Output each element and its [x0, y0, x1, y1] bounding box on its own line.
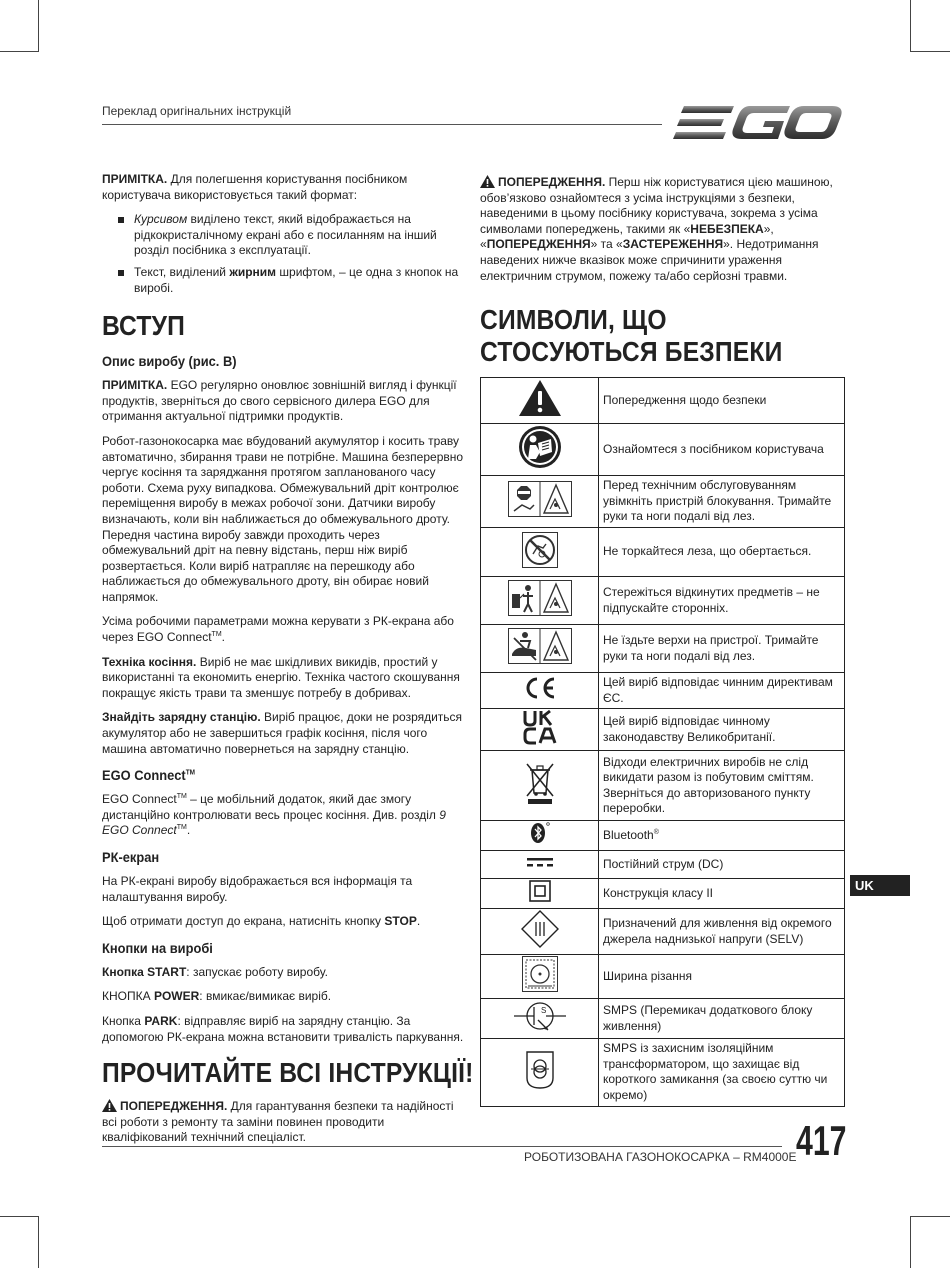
intro-heading: ВСТУП: [102, 310, 186, 342]
header-divider: [102, 124, 662, 125]
symbol-cell: [481, 709, 599, 751]
symbol-cell: [481, 821, 599, 851]
symbol-cell: [481, 673, 599, 709]
thrown-objects-icon: [508, 580, 572, 616]
ego-connect-heading: EGO Connect™: [102, 767, 196, 784]
robot-description: Робот-газонокосарка має вбудований акумулятор і косить траву автоматично, збирання трави не потрібне. Машина безперервно чергує косіння та заряджання протягом запланованого часу роботи. Схема руху випадкова. Обмежувальний дріт контролює переміщення виробу в межах робочої зони. Датчики виробу визначають, коли він наближається до обмежувального дроту. Передня частина виробу завжди проходить через обмежувальний дріт на певну відстань, перш ніж виріб розвертається. Коли виріб натрапляє на перешкоду або наближається до обмежувального дроту, він обирає новий напрямок.: [102, 433, 464, 604]
symbol-description: Цей виріб відповідає чинному законодавству Великобританії.: [599, 709, 845, 751]
list-item: Текст, виділений жирним шрифтом, – це одна з кнопок на виробі.: [118, 265, 466, 296]
warning-general: ПОПЕРЕДЖЕННЯ. Перш ніж користуватися цією машиною, обов’язково ознайомтеся з усіма інструкціями з безпеки, наведеними в цьому посібнику користувача, зокрема з усіма символами попереджень, такими як «НЕБЕЗПЕКА», «ПОПЕРЕДЖЕННЯ» та «ЗАСТЕРЕЖЕННЯ». Недотримання наведених нижче вказівок може спричинити ураження електричним струмом, пожежу та/або серйозні травми.: [480, 175, 833, 283]
symbol-cell: [481, 851, 599, 879]
note-format: ПРИМІТКА. Для полегшення користування посібником користувача використовується такий формат:: [102, 172, 408, 202]
symbol-description: Ширина різання: [599, 955, 845, 999]
buttons-heading: Кнопки на виробі: [102, 939, 213, 956]
symbol-description: Попередження щодо безпеки: [599, 378, 845, 424]
crop-mark: [910, 1216, 950, 1217]
crop-mark: [38, 0, 39, 52]
symbol-description: Перед технічним обслуговуванням увімкніть пристрій блокування. Тримайте руки та ноги подалі від лез.: [599, 476, 845, 528]
table-row: [481, 999, 845, 1039]
symbol-description: Ознайомтеся з посібником користувача: [599, 424, 845, 476]
lcd-access-paragraph: Щоб отримати доступ до екрана, натисніть кнопку STOP.: [102, 914, 421, 929]
note-updates: ПРИМІТКА. EGO регулярно оновлює зовнішній вигляд і функції продуктів, зверніться до свого сервісного дилера EGO для отримання актуальної підтримки продуктів.: [102, 378, 457, 424]
symbol-cell: [481, 378, 599, 424]
cutting-width-icon: [522, 956, 558, 992]
page-header-title: Переклад оригінальних інструкцій: [102, 104, 292, 118]
warning-icon: [480, 175, 495, 188]
svg-text:S: S: [540, 1006, 546, 1016]
table-row: [481, 424, 845, 476]
page-number: 417: [796, 1117, 847, 1164]
table-row: [481, 476, 845, 528]
symbol-description: Призначений для живлення від окремого джерела наднизької напруги (SELV): [599, 909, 845, 955]
selv-icon: [520, 909, 560, 949]
table-row: [481, 909, 845, 955]
table-row: [481, 821, 845, 851]
table-row: [481, 709, 845, 751]
symbol-cell: [481, 577, 599, 625]
class-ii-icon: [529, 880, 551, 902]
warning-repair: ПОПЕРЕДЖЕННЯ. Для гарантування безпеки та надійності всі роботи з ремонту та заміни повинен проводити кваліфікований технічний спеціаліст.: [102, 1099, 454, 1145]
symbol-cell: [481, 999, 599, 1039]
start-button-desc: Кнопка START: запускає роботу виробу.: [102, 964, 328, 979]
table-row: [481, 879, 845, 909]
ukca-mark-icon: [522, 709, 558, 745]
mowing-technique: Техніка косіння. Виріб не має шкідливих викидів, простий у використанні та економить енергію. Техніка частого скошування покращує якість трави та зменшує потребу в добривах.: [102, 654, 460, 700]
symbol-description: Не торкайтеся леза, що обертається.: [599, 528, 845, 577]
lcd-paragraph: На РК-екрані виробу відображається вся інформація та налаштування виробу.: [102, 874, 413, 904]
list-item: Курсивом виділено текст, який відображається на рідкокристалічному екрані або є посиланням на інший розділ посібника з експлуатації.: [118, 212, 466, 259]
smps-isolating-icon: [523, 1048, 557, 1092]
symbol-description: SMPS (Перемикач додаткового блоку живлення): [599, 999, 845, 1039]
table-row: [481, 625, 845, 673]
weee-bin-icon: [524, 761, 556, 805]
ego-connect-paragraph: EGO Connect™ – це мобільний додаток, який дає змогу дистанційно контролювати весь процес косіння. Див. розділ 9 EGO Connect™.: [102, 792, 446, 838]
symbol-cell: [481, 751, 599, 821]
left-column: [102, 172, 474, 1155]
smps-icon: [510, 999, 570, 1033]
symbol-cell: [481, 955, 599, 999]
read-manual-icon: [518, 425, 562, 469]
footer-divider: [102, 1146, 782, 1147]
symbol-description: Bluetooth®: [599, 821, 845, 851]
table-row: [481, 673, 845, 709]
language-tab: UK: [850, 875, 910, 896]
no-riding-icon: [508, 628, 572, 664]
dc-current-icon: [527, 855, 553, 869]
footer-product-name: РОБОТИЗОВАНА ГАЗОНОКОСАРКА – RM4000E: [524, 1150, 797, 1164]
product-description-heading: Опис виробу (рис. B): [102, 353, 237, 370]
rotating-blade-icon: [522, 532, 558, 568]
crop-mark: [910, 0, 911, 52]
symbol-cell: [481, 909, 599, 955]
crop-mark: [910, 1216, 911, 1268]
safety-alert-icon: [518, 379, 562, 417]
bluetooth-icon: [529, 821, 551, 845]
symbol-description: SMPS із захисним ізоляційним трансформатором, що захищає від короткого замикання (за своєю суттю чи окремо): [599, 1039, 845, 1106]
symbol-description: Конструкція класу II: [599, 879, 845, 909]
table-row: [481, 1039, 845, 1106]
right-column: [480, 175, 845, 368]
symbol-cell: [481, 476, 599, 528]
warning-icon: [102, 1099, 117, 1112]
table-row: [481, 851, 845, 879]
symbol-description: Стережіться відкинутих предметів – не підпускайте сторонніх.: [599, 577, 845, 625]
ce-mark-icon: [522, 676, 558, 700]
format-list: [102, 212, 466, 296]
symbol-cell: [481, 879, 599, 909]
power-button-desc: КНОПКА POWER: вмикає/вимикає виріб.: [102, 989, 332, 1004]
symbol-description: Не їздьте верхи на пристрої. Тримайте руки та ноги подалі від лез.: [599, 625, 845, 673]
crop-mark: [910, 51, 950, 52]
crop-mark: [0, 51, 39, 52]
table-row: [481, 751, 845, 821]
crop-mark: [38, 1216, 39, 1268]
table-row: [481, 955, 845, 999]
safety-symbols-table: [480, 377, 845, 1107]
park-button-desc: Кнопка PARK: відправляє виріб на зарядну станцію. За допомогою РК-екрана можна встановити тривалість паркування.: [102, 1013, 464, 1044]
disable-device-icon: [508, 481, 572, 517]
table-row: [481, 528, 845, 577]
symbol-cell: [481, 528, 599, 577]
ego-logo-icon: [672, 100, 844, 146]
symbol-description: Постійний струм (DC): [599, 851, 845, 879]
lcd-heading: РК-екран: [102, 849, 160, 865]
table-row: [481, 577, 845, 625]
charging-station: Знайдіть зарядну станцію. Виріб працює, доки не розрядиться акумулятор або не завершиться графік косіння, після чого машина автоматично повернеться на зарядну станцію.: [102, 710, 463, 756]
control-paragraph: Усіма робочими параметрами можна керувати з РК-екрана або через EGO Connect™.: [102, 614, 454, 645]
symbol-cell: [481, 424, 599, 476]
table-row: [481, 378, 845, 424]
safety-symbols-heading: СИМВОЛИ, ЩО СТОСУЮТЬСЯ БЕЗПЕКИ: [480, 304, 783, 368]
read-instructions-heading: ПРОЧИТАЙТЕ ВСІ ІНСТРУКЦІЇ!: [102, 1057, 474, 1089]
symbol-cell: [481, 625, 599, 673]
symbol-cell: [481, 1039, 599, 1106]
symbol-description: Відходи електричних виробів не слід викидати разом із побутовим сміттям. Зверніться до авторизованого пункту переробки.: [599, 751, 845, 821]
crop-mark: [0, 1216, 39, 1217]
symbol-description: Цей виріб відповідає чинним директивам ЄС.: [599, 673, 845, 709]
